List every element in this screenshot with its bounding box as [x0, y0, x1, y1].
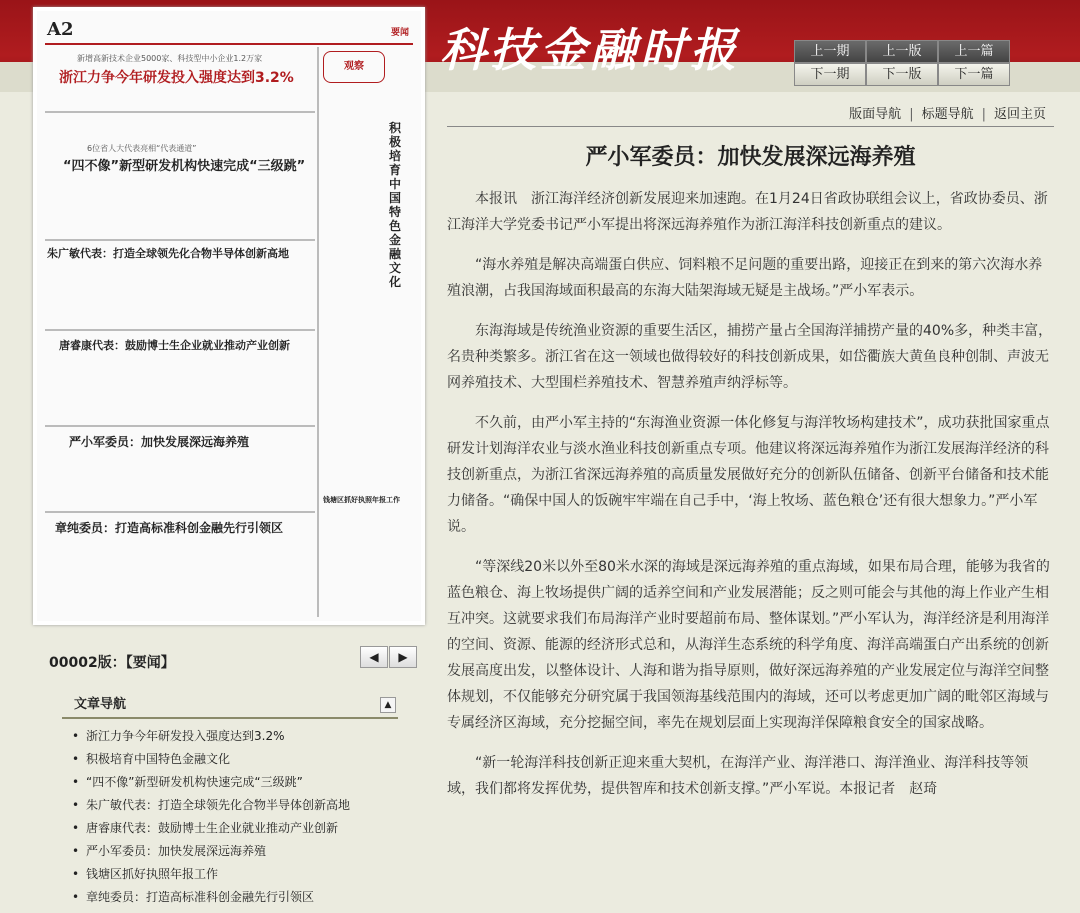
divider	[447, 126, 1054, 127]
article-nav-item[interactable]: • 积极培育中国特色金融文化	[62, 748, 398, 771]
article-body	[447, 186, 1055, 816]
article-nav-list	[62, 725, 398, 909]
article-nav-header	[62, 693, 398, 719]
thumb-page-no: A2	[47, 19, 74, 40]
next-article-button[interactable]: 下一篇	[938, 63, 1010, 86]
thumb-section: 要闻	[390, 28, 409, 38]
next-page-arrow-icon[interactable]: ▶	[389, 646, 417, 668]
thumb-headline-7[interactable]: 积极培育中国特色金融文化	[389, 121, 402, 289]
title-nav-link[interactable]: 标题导航	[921, 107, 974, 122]
article-nav-title: 文章导航	[74, 697, 127, 712]
article-nav-item[interactable]: • 严小军委员：加快发展深远海养殖	[62, 840, 398, 863]
article-paragraph: 本报讯 浙江海洋经济创新发展迎来加速跑。在1月24日省政协联组会议上，省政协委员、浙江海洋大学党委书记严小军提出将深远海养殖作为浙江海洋科技创新重点的建议。	[447, 191, 1048, 233]
masthead-logo: 科技金融时报	[440, 23, 740, 77]
article-nav-item[interactable]: • 章纯委员：打造高标准科创金融先行引领区	[62, 886, 398, 909]
thumb-headline-5[interactable]: 严小军委员：加快发展深远海养殖	[69, 435, 250, 449]
next-page-button[interactable]: 下一版	[866, 63, 938, 86]
link-separator: |	[909, 107, 914, 122]
thumb-column-tag: 观察	[323, 51, 385, 83]
next-issue-button[interactable]: 下一期	[794, 63, 866, 86]
prev-page-button[interactable]: 上一版	[866, 40, 938, 63]
page-thumbnail[interactable]	[33, 7, 425, 625]
collapse-icon[interactable]: ▲	[380, 697, 396, 713]
article-paragraph: 东海海域是传统渔业资源的重要生活区，捕捞产量占全国海洋捕捞产量的40%多，种类丰富，名贵种类繁多。浙江省在这一领域也做得较好的科技创新成果，如岱衢族大黄鱼良种创制、声波无网养殖技术、大型围栏养殖技术、智慧养殖声纳浮标等。	[447, 323, 1053, 391]
article-paragraph: “新一轮海洋科技创新正迎来重大契机，在海洋产业、海洋港口、海洋渔业、海洋科技等领域，我们都将发挥优势，提供智库和技术创新支撑。”严小军说。本报记者 赵琦	[447, 755, 1029, 797]
thumb-headline-3[interactable]: 朱广敏代表：打造全球领先化合物半导体创新高地	[47, 247, 289, 260]
thumb-kicker-1: 新增高新技术企业5000家、科技型中小企业1.2万家	[77, 54, 263, 63]
article-nav-panel	[62, 693, 398, 909]
article-paragraph: “海水养殖是解决高端蛋白供应、饲料粮不足问题的重要出路，迎接正在到来的第六次海水养殖浪潮，占我国海域面积最高的东海大陆架海域无疑是主战场。”严小军表示。	[447, 257, 1043, 299]
thumb-headline-4[interactable]: 唐睿康代表：鼓励博士生企业就业推动产业创新	[59, 339, 290, 352]
thumb-headline-1[interactable]: 浙江力争今年研发投入强度达到3.2%	[59, 70, 294, 86]
article-nav-item[interactable]: • 浙江力争今年研发投入强度达到3.2%	[62, 725, 398, 748]
link-separator: |	[981, 107, 986, 122]
layout-nav-link[interactable]: 版面导航	[849, 107, 902, 122]
top-links	[841, 103, 1054, 122]
home-link[interactable]: 返回主页	[993, 107, 1046, 122]
article-nav-item[interactable]: • 钱塘区抓好执照年报工作	[62, 863, 398, 886]
article-nav-item[interactable]: • 朱广敏代表：打造全球领先化合物半导体创新高地	[62, 794, 398, 817]
thumb-headline-8[interactable]: 钱塘区抓好执照年报工作	[323, 496, 400, 504]
article-paragraph: 不久前，由严小军主持的“东海渔业资源一体化修复与海洋牧场构建技术”，成功获批国家重点研发计划海洋农业与淡水渔业科技创新重点专项。他建议将深远海养殖作为浙江发展海洋经济的科技创新重点，为浙江省深远海养殖的高质量发展做好充分的创新队伍储备、创新平台储备和技术能力储备。“确保中国人的饭碗牢牢端在自己手中，‘海上牧场、蓝色粮仓’还有很大想象力。”严小军说。	[447, 415, 1050, 535]
prev-page-arrow-icon[interactable]: ◀	[360, 646, 388, 668]
prev-article-button[interactable]: 上一篇	[938, 40, 1010, 63]
page-info: 00002版：【要闻】	[49, 655, 175, 671]
article-title: 严小军委员：加快发展深远海养殖	[585, 145, 916, 170]
thumbnail-content	[37, 11, 421, 621]
article-nav-item[interactable]: • 唐睿康代表：鼓励博士生企业就业推动产业创新	[62, 817, 398, 840]
thumb-headline-2[interactable]: “四不像”新型研发机构快速完成“三级跳”	[63, 159, 306, 174]
prev-issue-button[interactable]: 上一期	[794, 40, 866, 63]
thumb-kicker-2: 6位省人大代表亮相“代表通道”	[87, 144, 197, 153]
thumb-headline-6[interactable]: 章纯委员：打造高标准科创金融先行引领区	[55, 521, 284, 535]
article-nav-item[interactable]: • “四不像”新型研发机构快速完成“三级跳”	[62, 771, 398, 794]
article-paragraph: “等深线20米以外至80米水深的海域是深远海养殖的重点海域，如果布局合理，能够为我省的蓝色粮仓、海上牧场提供广阔的适养空间和产业发展潜能；反之则可能会与其他的海上作业产生相互冲突。这就要求我们布局海洋产业时要超前布局、整体谋划。”严小军认为，海洋经济是利用海洋的空间、资源、能源的经济形式总和，从海洋生态系统的科学角度、海洋高端蛋白产出系统的创新发展高度出发，以整体设计、人海和谐为指导原则，做好深远海养殖的产业发展定位与海洋空间整体规划，不仅能够充分研究属于我国领海基线范围内的海域，还可以考虑更加广阔的毗邻区海域与专属经济区海域，充分挖掘空间，率先在规划层面上实现海洋保障粮食安全的国家战略。	[447, 559, 1050, 731]
